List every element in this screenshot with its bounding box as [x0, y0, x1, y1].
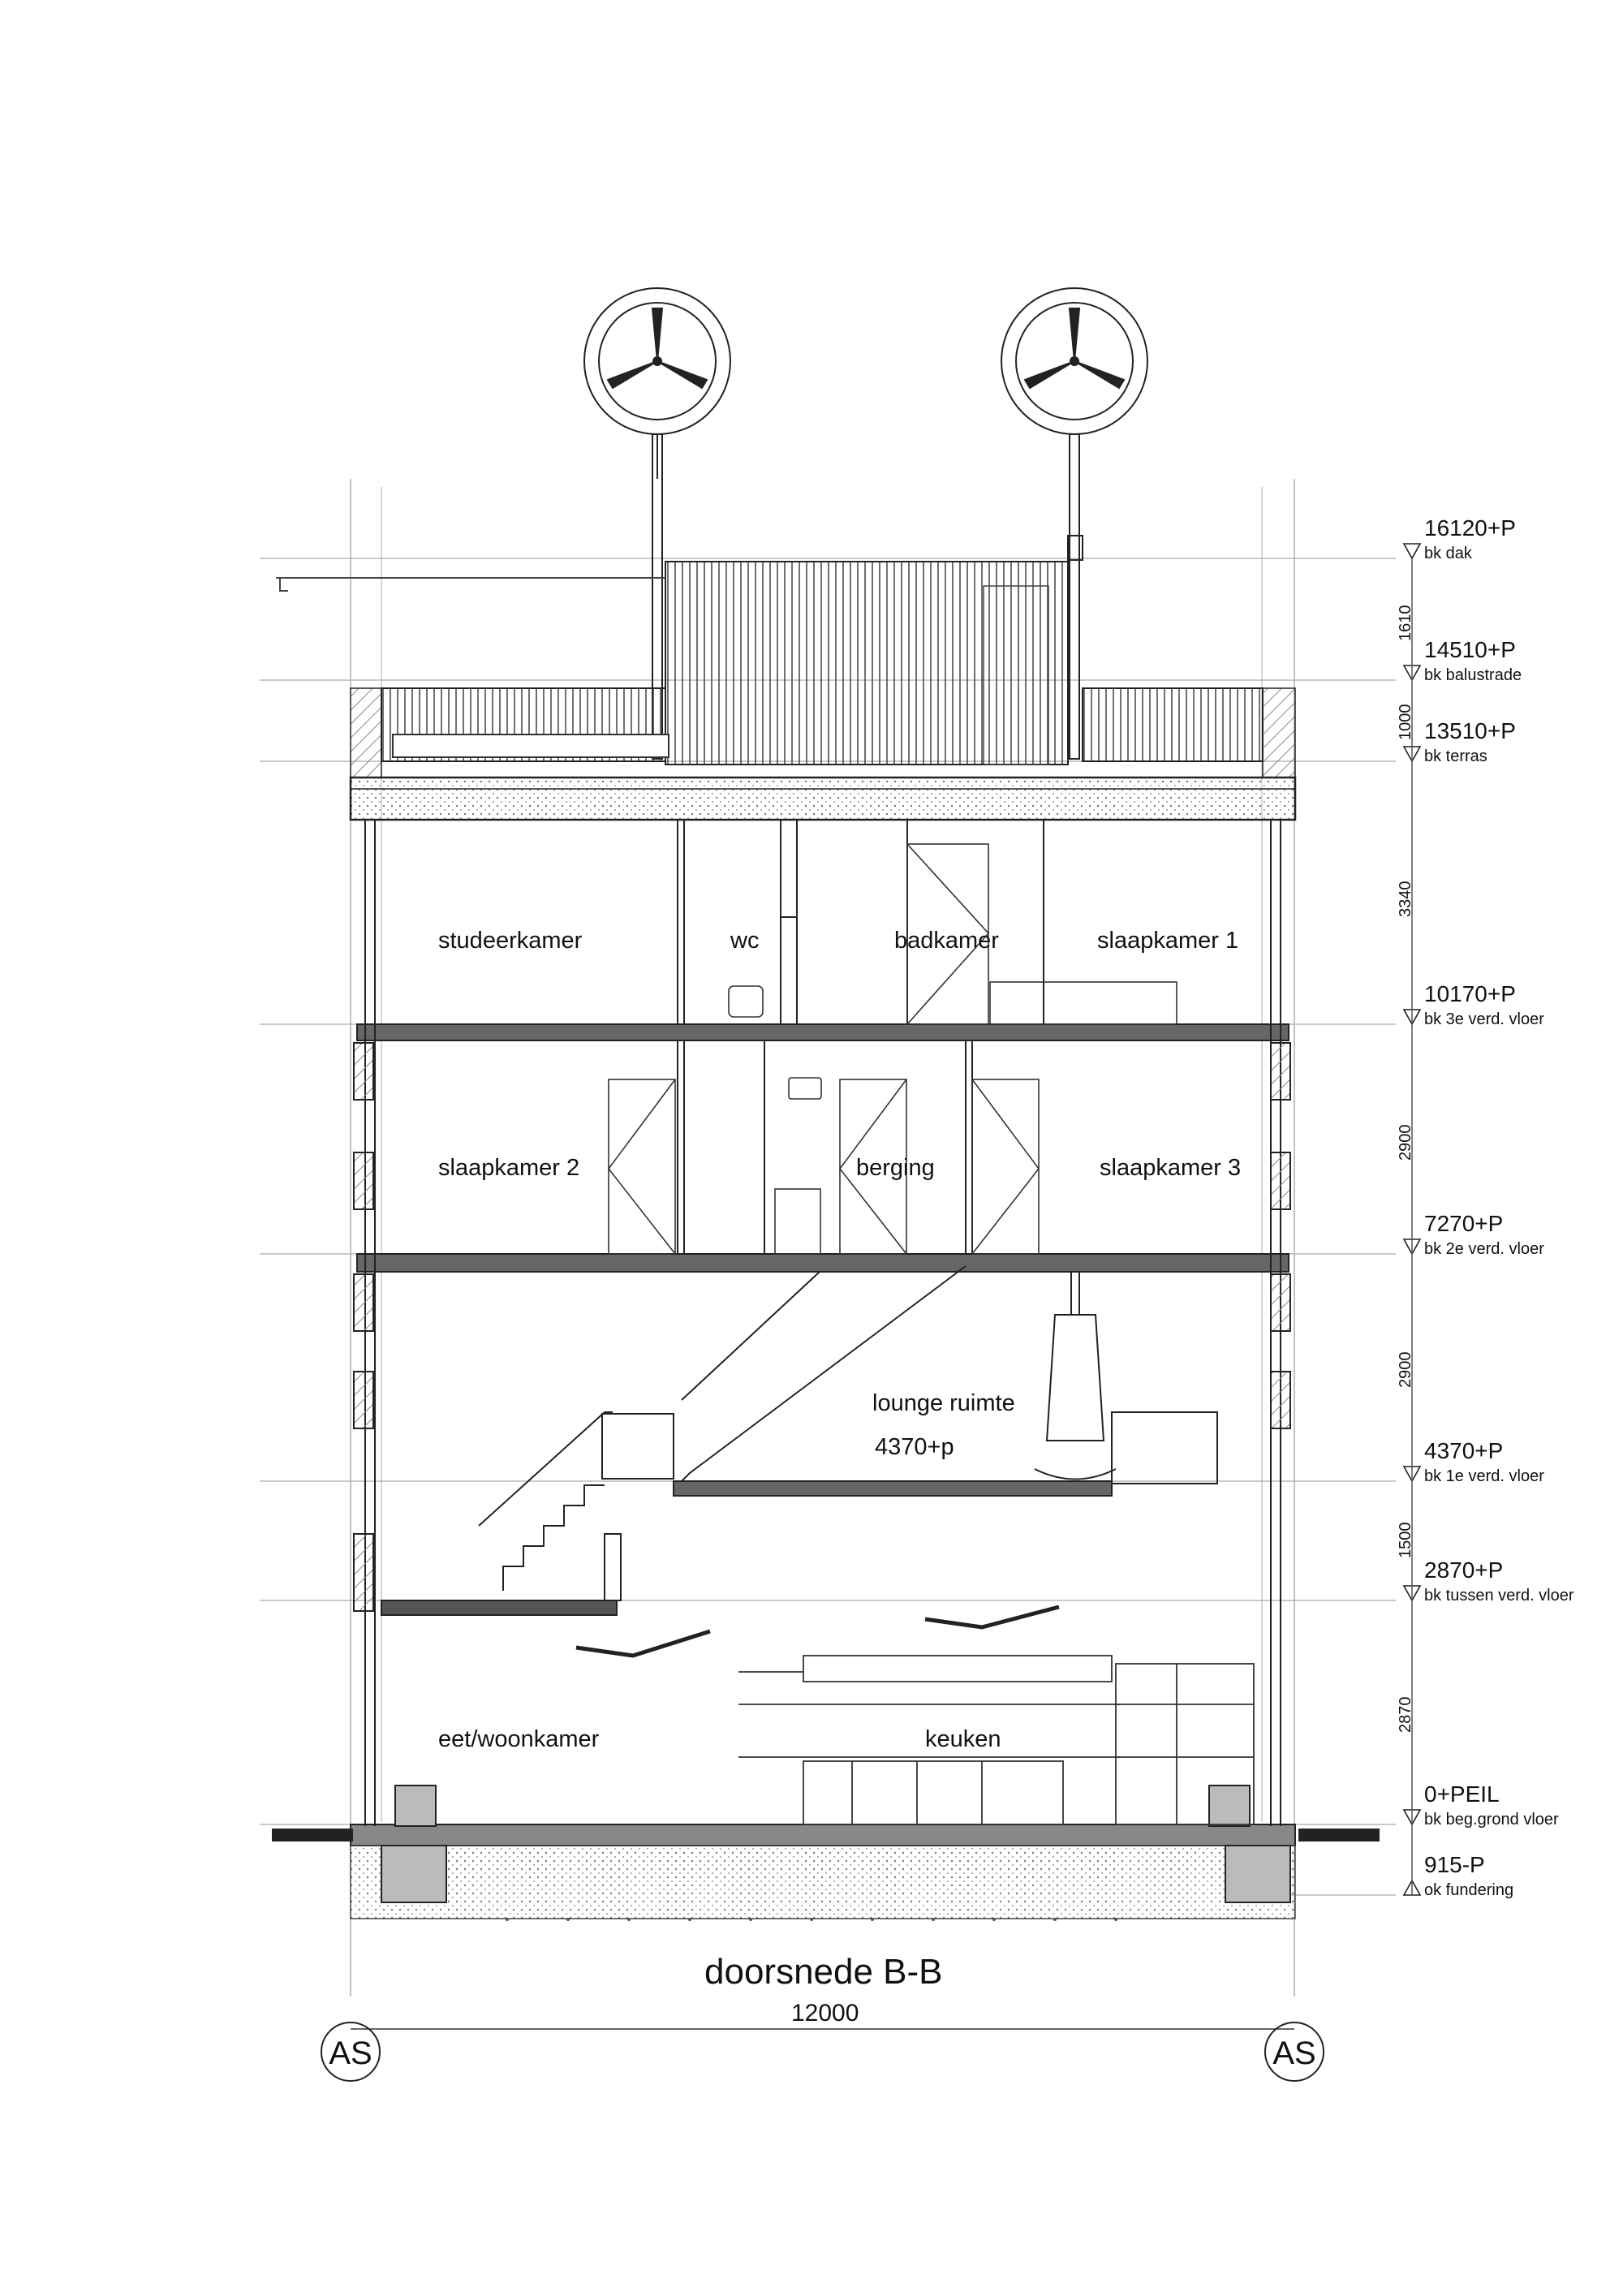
level-marker — [1404, 515, 1516, 562]
level-value: 13510+P — [1424, 718, 1516, 743]
level-marker — [1404, 1781, 1559, 1829]
axis-label-right: AS — [1272, 2035, 1316, 2071]
level-value: 4370+P — [1424, 1438, 1504, 1463]
level-name: bk beg.grond vloer — [1424, 1811, 1559, 1829]
doors — [609, 844, 1039, 1254]
level-name: bk dak — [1424, 545, 1472, 562]
room-label-slaapkamer-3: slaapkamer 3 — [1100, 1155, 1242, 1181]
room-label-lounge-level: 4370+p — [875, 1434, 954, 1460]
dimension-chain — [1397, 558, 1414, 1895]
level-name: bk 1e verd. vloer — [1424, 1467, 1544, 1485]
outer-walls — [354, 820, 1290, 1826]
floor-slab-2 — [357, 1254, 1289, 1272]
room-label-studeerkamer: studeerkamer — [438, 928, 583, 954]
level-marker — [1404, 1211, 1544, 1258]
dimension-label: 2900 — [1397, 1124, 1414, 1161]
fixtures — [729, 982, 1177, 1254]
room-label-eet-woonkamer: eet/woonkamer — [438, 1726, 600, 1752]
overall-width: 12000 — [791, 2000, 859, 2027]
axis-bubble-left — [321, 2022, 380, 2081]
level-value: 7270+P — [1424, 1211, 1504, 1236]
level-name: bk balustrade — [1424, 666, 1522, 684]
level-marker — [1404, 1557, 1574, 1605]
pendant-lights — [576, 1607, 1059, 1656]
axis-label-left: AS — [329, 2035, 372, 2071]
dimension-label: 2900 — [1397, 1351, 1414, 1388]
room-label-berging: berging — [856, 1155, 935, 1181]
drawing-title: doorsnede B-B — [704, 1952, 943, 1992]
title-block — [351, 1952, 1294, 2029]
level-marker — [1404, 1852, 1513, 1899]
mezzanine-slab — [381, 1600, 617, 1615]
roof-structure — [276, 536, 1295, 778]
level-value: 0+PEIL — [1424, 1781, 1500, 1807]
roof-slab — [351, 778, 1295, 820]
fireplace-icon — [1035, 1272, 1217, 1484]
floor-slab-1 — [674, 1481, 1112, 1496]
dimension-label: 1610 — [1397, 605, 1414, 641]
dimension-label: 2870 — [1397, 1696, 1414, 1733]
level-value: 915-P — [1424, 1852, 1485, 1877]
room-label-slaapkamer-2: slaapkamer 2 — [438, 1155, 580, 1181]
level-marker — [1404, 718, 1516, 765]
level-name: bk 2e verd. vloer — [1424, 1240, 1544, 1258]
room-label-wc: wc — [730, 928, 760, 954]
level-value: 16120+P — [1424, 515, 1516, 541]
room-label-badkamer: badkamer — [894, 928, 999, 954]
level-marker — [1404, 981, 1544, 1028]
dimension-label: 3340 — [1397, 881, 1414, 917]
level-markers — [1404, 515, 1574, 1899]
floor-slab-3 — [357, 1024, 1289, 1040]
level-value: 14510+P — [1424, 637, 1516, 662]
dimension-label: 1000 — [1397, 704, 1414, 740]
room-label-keuken: keuken — [925, 1726, 1001, 1752]
level-name: bk tussen verd. vloer — [1424, 1587, 1574, 1605]
room-label-slaapkamer-1: slaapkamer 1 — [1097, 928, 1239, 954]
room-labels — [438, 928, 1241, 1752]
dimension-label: 1500 — [1397, 1522, 1414, 1558]
level-name: ok fundering — [1424, 1881, 1514, 1899]
level-value: 2870+P — [1424, 1557, 1504, 1583]
room-label-lounge: lounge ruimte — [872, 1390, 1015, 1416]
level-name: bk 3e verd. vloer — [1424, 1010, 1544, 1028]
level-value: 10170+P — [1424, 981, 1516, 1006]
ground-slab — [272, 1786, 1380, 1919]
level-marker — [1404, 637, 1522, 684]
level-name: bk terras — [1424, 747, 1487, 765]
axis-bubble-right — [1265, 2022, 1324, 2081]
staircase — [479, 1266, 966, 1600]
level-marker — [1404, 1438, 1544, 1485]
